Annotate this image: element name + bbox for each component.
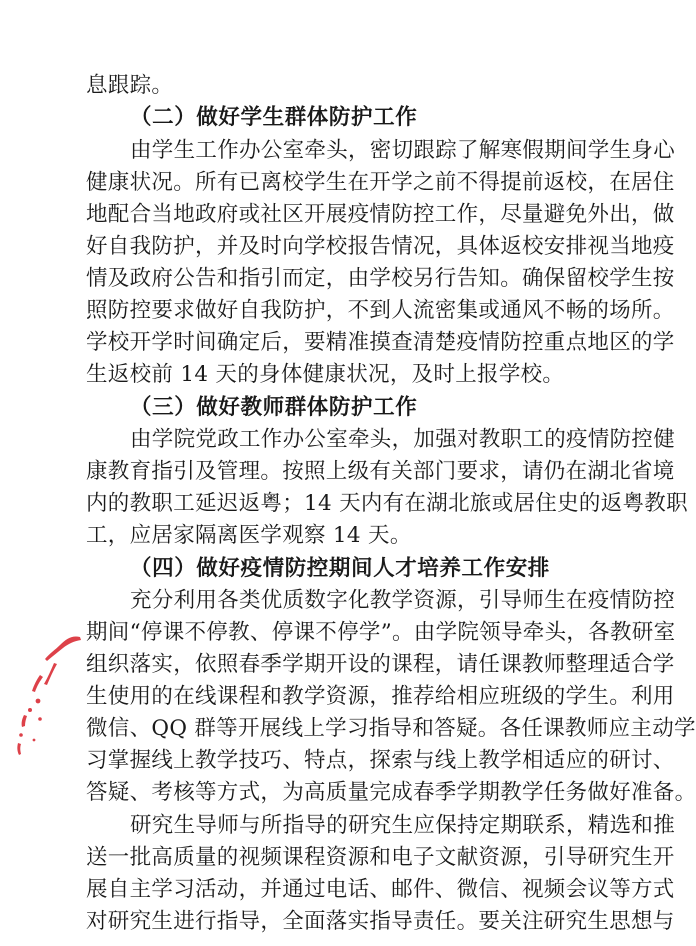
paragraph-line: 内的教职工延迟返粤；14 天内有在湖北旅或居住史的返粤教职 — [86, 491, 688, 516]
red-seal-stamp — [10, 615, 85, 765]
paragraph-line: 答疑、考核等方式，为高质量完成春季学期教学任务做好准备。 — [86, 780, 696, 805]
paragraph-line: 微信、QQ 群等开展线上学习指导和答疑。各任课教师应主动学 — [86, 716, 696, 741]
paragraph-line: 康教育指引及管理。按照上级有关部门要求，请仍在湖北省境 — [86, 459, 675, 484]
paragraph-line: 展自主学习活动，并通过电话、邮件、微信、视频会议等方式 — [86, 877, 675, 902]
paragraph-line: 组织落实，依照春季学期开设的课程，请任课教师整理适合学 — [86, 652, 675, 677]
paragraph-line: 学校开学时间确定后，要精准摸查清楚疫情防控重点地区的学 — [86, 330, 675, 355]
section-heading-2: （二）做好学生群体防护工作 — [130, 105, 418, 130]
paragraph-line: 由学生工作办公室牵头，密切跟踪了解寒假期间学生身心 — [130, 138, 676, 163]
body-line: 息跟踪。 — [86, 73, 174, 98]
paragraph-line: 好自我防护，并及时向学校报告情况，具体返校安排视当地疫 — [86, 234, 675, 259]
paragraph-line: 工，应居家隔离医学观察 14 天。 — [86, 523, 412, 548]
paragraph-line: 地配合当地政府或社区开展疫情防控工作，尽量避免外出，做 — [86, 202, 675, 227]
section-heading-4: （四）做好疫情防控期间人才培养工作安排 — [130, 556, 550, 581]
paragraph-line: 情及政府公告和指引而定，由学校另行告知。确保留校学生按 — [86, 266, 675, 291]
paragraph-line: 研究生导师与所指导的研究生应保持定期联系，精选和推 — [130, 813, 676, 838]
section-heading-3: （三）做好教师群体防护工作 — [130, 395, 418, 420]
paragraph-line: 习掌握线上教学技巧、特点，探索与线上教学相适应的研讨、 — [86, 748, 675, 773]
paragraph-line: 期间“停课不停教、停课不停学”。由学院领导牵头，各教研室 — [86, 620, 676, 645]
paragraph-line: 充分利用各类优质数字化教学资源，引导师生在疫情防控 — [130, 588, 676, 613]
paragraph-line: 健康状况。所有已离校学生在开学之前不得提前返校，在居住 — [86, 170, 675, 195]
paragraph-line: 照防控要求做好自我防护，不到人流密集或通风不畅的场所。 — [86, 298, 675, 323]
paragraph-line: 送一批高质量的视频课程资源和电子文献资源，引导研究生开 — [86, 845, 675, 870]
paragraph-line: 生返校前 14 天的身体健康状况，及时上报学校。 — [86, 362, 565, 387]
paragraph-line: 由学院党政工作办公室牵头，加强对教职工的疫情防控健 — [130, 427, 676, 452]
paragraph-line: 对研究生进行指导，全面落实指导责任。要关注研究生思想与 — [86, 909, 675, 934]
paragraph-line: 生使用的在线课程和教学资源，推荐给相应班级的学生。利用 — [86, 684, 675, 709]
